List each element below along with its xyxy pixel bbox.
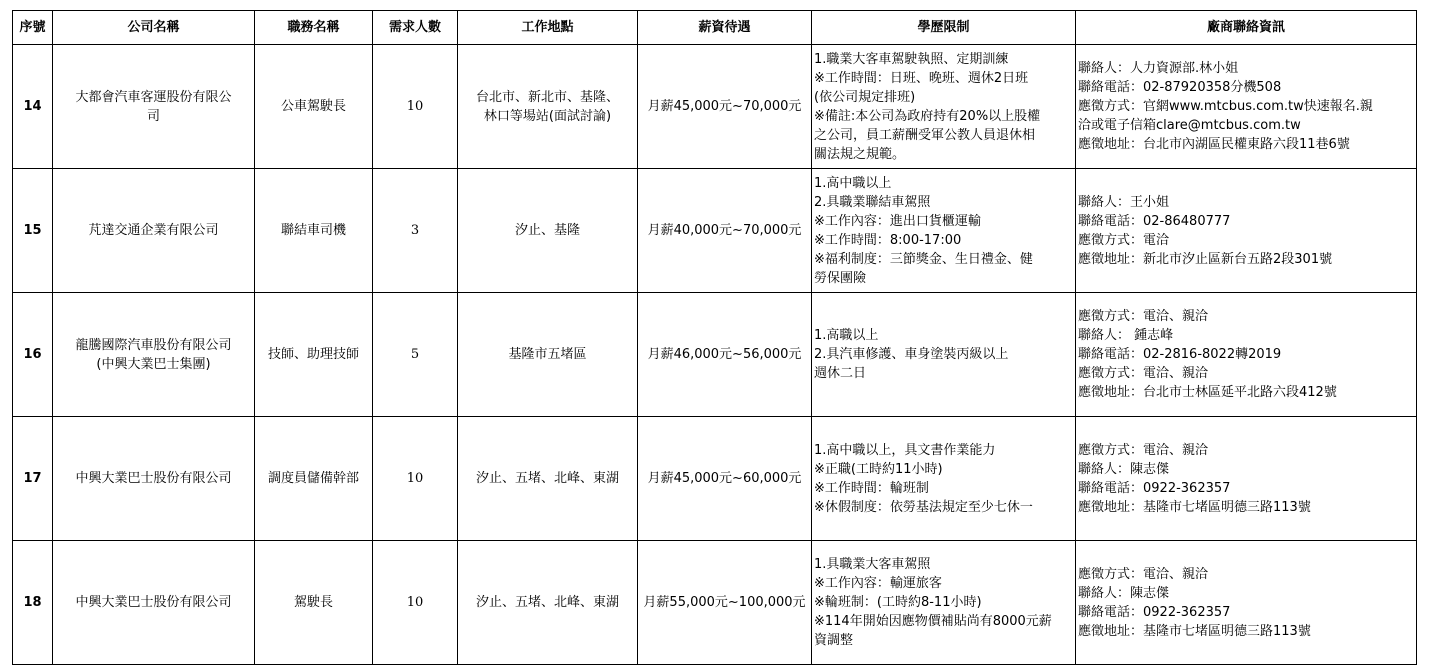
requirements-line: 1.具職業大客車駕照 <box>814 557 931 572</box>
company-cell <box>53 45 255 169</box>
requirements-cell <box>812 293 1076 417</box>
requirements-line: 1.高職以上 <box>814 328 879 343</box>
seq-cell: 14 <box>13 45 53 169</box>
job-title-cell: 調度員儲備幹部 <box>255 417 373 541</box>
headcount-cell: 3 <box>373 169 458 293</box>
contact-cell <box>1076 417 1417 541</box>
location-line: 汐止、基隆 <box>514 223 580 238</box>
salary-cell: 月薪46,000元~56,000元 <box>638 293 812 417</box>
contact-line: 聯絡電話：02-86480777 <box>1078 213 1231 229</box>
contact-cell <box>1076 293 1417 417</box>
location-cell <box>458 169 638 293</box>
location-line: 汐止、五堵、北峰、東湖 <box>475 595 619 610</box>
requirements-line: ※工作內容：輸運旅客 <box>814 576 942 591</box>
contact-line: 應徵地址：新北市汐止區新台五路2段301號 <box>1078 251 1333 267</box>
requirements-line: 之公司，員工薪酬受軍公教人員退休相 <box>814 127 1036 143</box>
requirements-cell <box>812 541 1076 665</box>
salary-cell: 月薪55,000元~100,000元 <box>638 541 812 665</box>
contact-line: 聯絡電話：0922-362357 <box>1078 480 1231 496</box>
header-salary: 薪資待遇 <box>638 11 812 45</box>
requirements-line: ※正職(工時約11小時) <box>814 461 943 477</box>
location-cell <box>458 417 638 541</box>
contact-cell <box>1076 45 1417 169</box>
contact-line: 應徵方式：電洽、親洽 <box>1078 366 1209 381</box>
header-row <box>13 11 1417 45</box>
location-cell <box>458 293 638 417</box>
company-cell <box>53 417 255 541</box>
header-job-title: 職務名稱 <box>255 11 373 45</box>
table-row <box>13 417 1417 541</box>
contact-line: 應徵地址：台北市士林區延平北路六段412號 <box>1078 385 1337 400</box>
seq-cell: 18 <box>13 541 53 665</box>
job-listing-table <box>12 10 1417 665</box>
contact-cell <box>1076 541 1417 665</box>
contact-line: 應徵方式：官網www.mtcbus.com.tw快速報名.親 <box>1078 99 1373 114</box>
location-line: 基隆市五堵區 <box>508 347 587 362</box>
requirements-line: ※輪班制：(工時約8-11小時) <box>814 595 982 610</box>
headcount-cell: 5 <box>373 293 458 417</box>
table-row <box>13 293 1417 417</box>
requirements-line: 勞保團險 <box>814 270 867 286</box>
job-title-cell: 駕駛長 <box>255 541 373 665</box>
requirements-line: ※工作內容：進出口貨櫃運輸 <box>814 213 981 229</box>
salary-cell: 月薪45,000元~70,000元 <box>638 45 812 169</box>
contact-line: 聯絡人： 鍾志峰 <box>1078 328 1174 343</box>
contact-line: 聯絡電話：0922-362357 <box>1078 604 1231 620</box>
requirements-line: ※工作時間：日班、晚班、週休2日班 <box>814 70 1029 86</box>
requirements-line: 2.具汽車修護、車身塗裝丙級以上 <box>814 347 1009 362</box>
contact-line: 聯絡人：人力資源部.林小姐 <box>1078 61 1239 76</box>
requirements-line: ※工作時間：輪班制 <box>814 480 929 496</box>
company-cell <box>53 293 255 417</box>
location-line: 林口等場站(面試討論) <box>483 108 612 124</box>
requirements-cell <box>812 417 1076 541</box>
requirements-line: 週休二日 <box>814 366 867 381</box>
requirements-cell <box>812 45 1076 169</box>
table-row <box>13 45 1417 169</box>
requirements-line: (依公司規定排班) <box>814 89 916 105</box>
salary-cell: 月薪45,000元~60,000元 <box>638 417 812 541</box>
company-cell <box>53 541 255 665</box>
job-title-cell: 技師、助理技師 <box>255 293 373 417</box>
contact-line: 聯絡電話：02-87920358分機508 <box>1078 80 1282 95</box>
job-title-cell: 聯結車司機 <box>255 169 373 293</box>
table-row <box>13 169 1417 293</box>
contact-line: 聯絡人：陳志傑 <box>1078 461 1170 477</box>
header-contact: 廠商聯絡資訊 <box>1076 11 1417 45</box>
header-location: 工作地點 <box>458 11 638 45</box>
requirements-line: 1.高中職以上 <box>814 175 892 191</box>
company-line: (中興大業巴士集團) <box>96 356 211 372</box>
requirements-line: ※114年開始因應物價補貼尚有8000元薪 <box>814 614 1052 629</box>
requirements-line: 1.職業大客車駕駛執照、定期訓練 <box>814 51 1009 67</box>
contact-line: 應徵方式：電洽 <box>1078 232 1170 248</box>
header-seq: 序號 <box>13 11 53 45</box>
requirements-line: ※工作時間：8:00-17:00 <box>814 232 962 248</box>
requirements-line: ※休假制度：依勞基法規定至少七休一 <box>814 499 1033 515</box>
headcount-cell: 10 <box>373 417 458 541</box>
requirements-line: 2.具職業聯結車駕照 <box>814 194 931 210</box>
contact-line: 聯絡人：陳志傑 <box>1078 585 1170 601</box>
company-line: 龍騰國際汽車股份有限公司 <box>75 337 232 353</box>
contact-line: 應徵方式：電洽、親洽 <box>1078 442 1209 458</box>
requirements-line: 1.高中職以上，具文書作業能力 <box>814 442 996 458</box>
contact-line: 聯絡人：王小姐 <box>1078 194 1170 210</box>
company-line: 中興大業巴士股份有限公司 <box>75 595 232 610</box>
requirements-line: ※備註:本公司為政府持有20%以上股權 <box>814 108 1041 124</box>
requirements-line: ※福利制度：三節獎金、生日禮金、健 <box>814 251 1033 267</box>
company-line: 中興大業巴士股份有限公司 <box>75 471 232 486</box>
requirements-line: 資調整 <box>814 633 854 648</box>
company-line: 芃達交通企業有限公司 <box>88 223 219 238</box>
table-row <box>13 541 1417 665</box>
contact-line: 應徵方式：電洽、親洽 <box>1078 566 1209 582</box>
header-company: 公司名稱 <box>53 11 255 45</box>
contact-line: 聯絡電話：02-2816-8022轉2019 <box>1078 347 1282 362</box>
location-cell <box>458 45 638 169</box>
contact-cell <box>1076 169 1417 293</box>
headcount-cell: 10 <box>373 541 458 665</box>
contact-line: 應徵地址：基隆市七堵區明德三路113號 <box>1078 499 1311 515</box>
seq-cell: 17 <box>13 417 53 541</box>
company-line: 大都會汽車客運股份有限公 <box>75 89 232 105</box>
contact-line: 洽或電子信箱clare@mtcbus.com.tw <box>1078 118 1301 133</box>
contact-line: 應徵地址：台北市內湖區民權東路六段11巷6號 <box>1078 137 1350 152</box>
location-line: 台北市、新北市、基隆、 <box>475 89 619 105</box>
job-title-cell: 公車駕駛長 <box>255 45 373 169</box>
company-cell <box>53 169 255 293</box>
contact-line: 應徵方式：電洽、親洽 <box>1078 309 1209 324</box>
header-headcount: 需求人數 <box>373 11 458 45</box>
location-line: 汐止、五堵、北峰、東湖 <box>475 471 619 486</box>
location-cell <box>458 541 638 665</box>
seq-cell: 15 <box>13 169 53 293</box>
company-line: 司 <box>146 108 160 124</box>
seq-cell: 16 <box>13 293 53 417</box>
requirements-cell <box>812 169 1076 293</box>
requirements-line: 關法規之規範。 <box>814 146 906 162</box>
contact-line: 應徵地址：基隆市七堵區明德三路113號 <box>1078 623 1311 639</box>
header-requirements: 學歷限制 <box>812 11 1076 45</box>
headcount-cell: 10 <box>373 45 458 169</box>
salary-cell: 月薪40,000元~70,000元 <box>638 169 812 293</box>
